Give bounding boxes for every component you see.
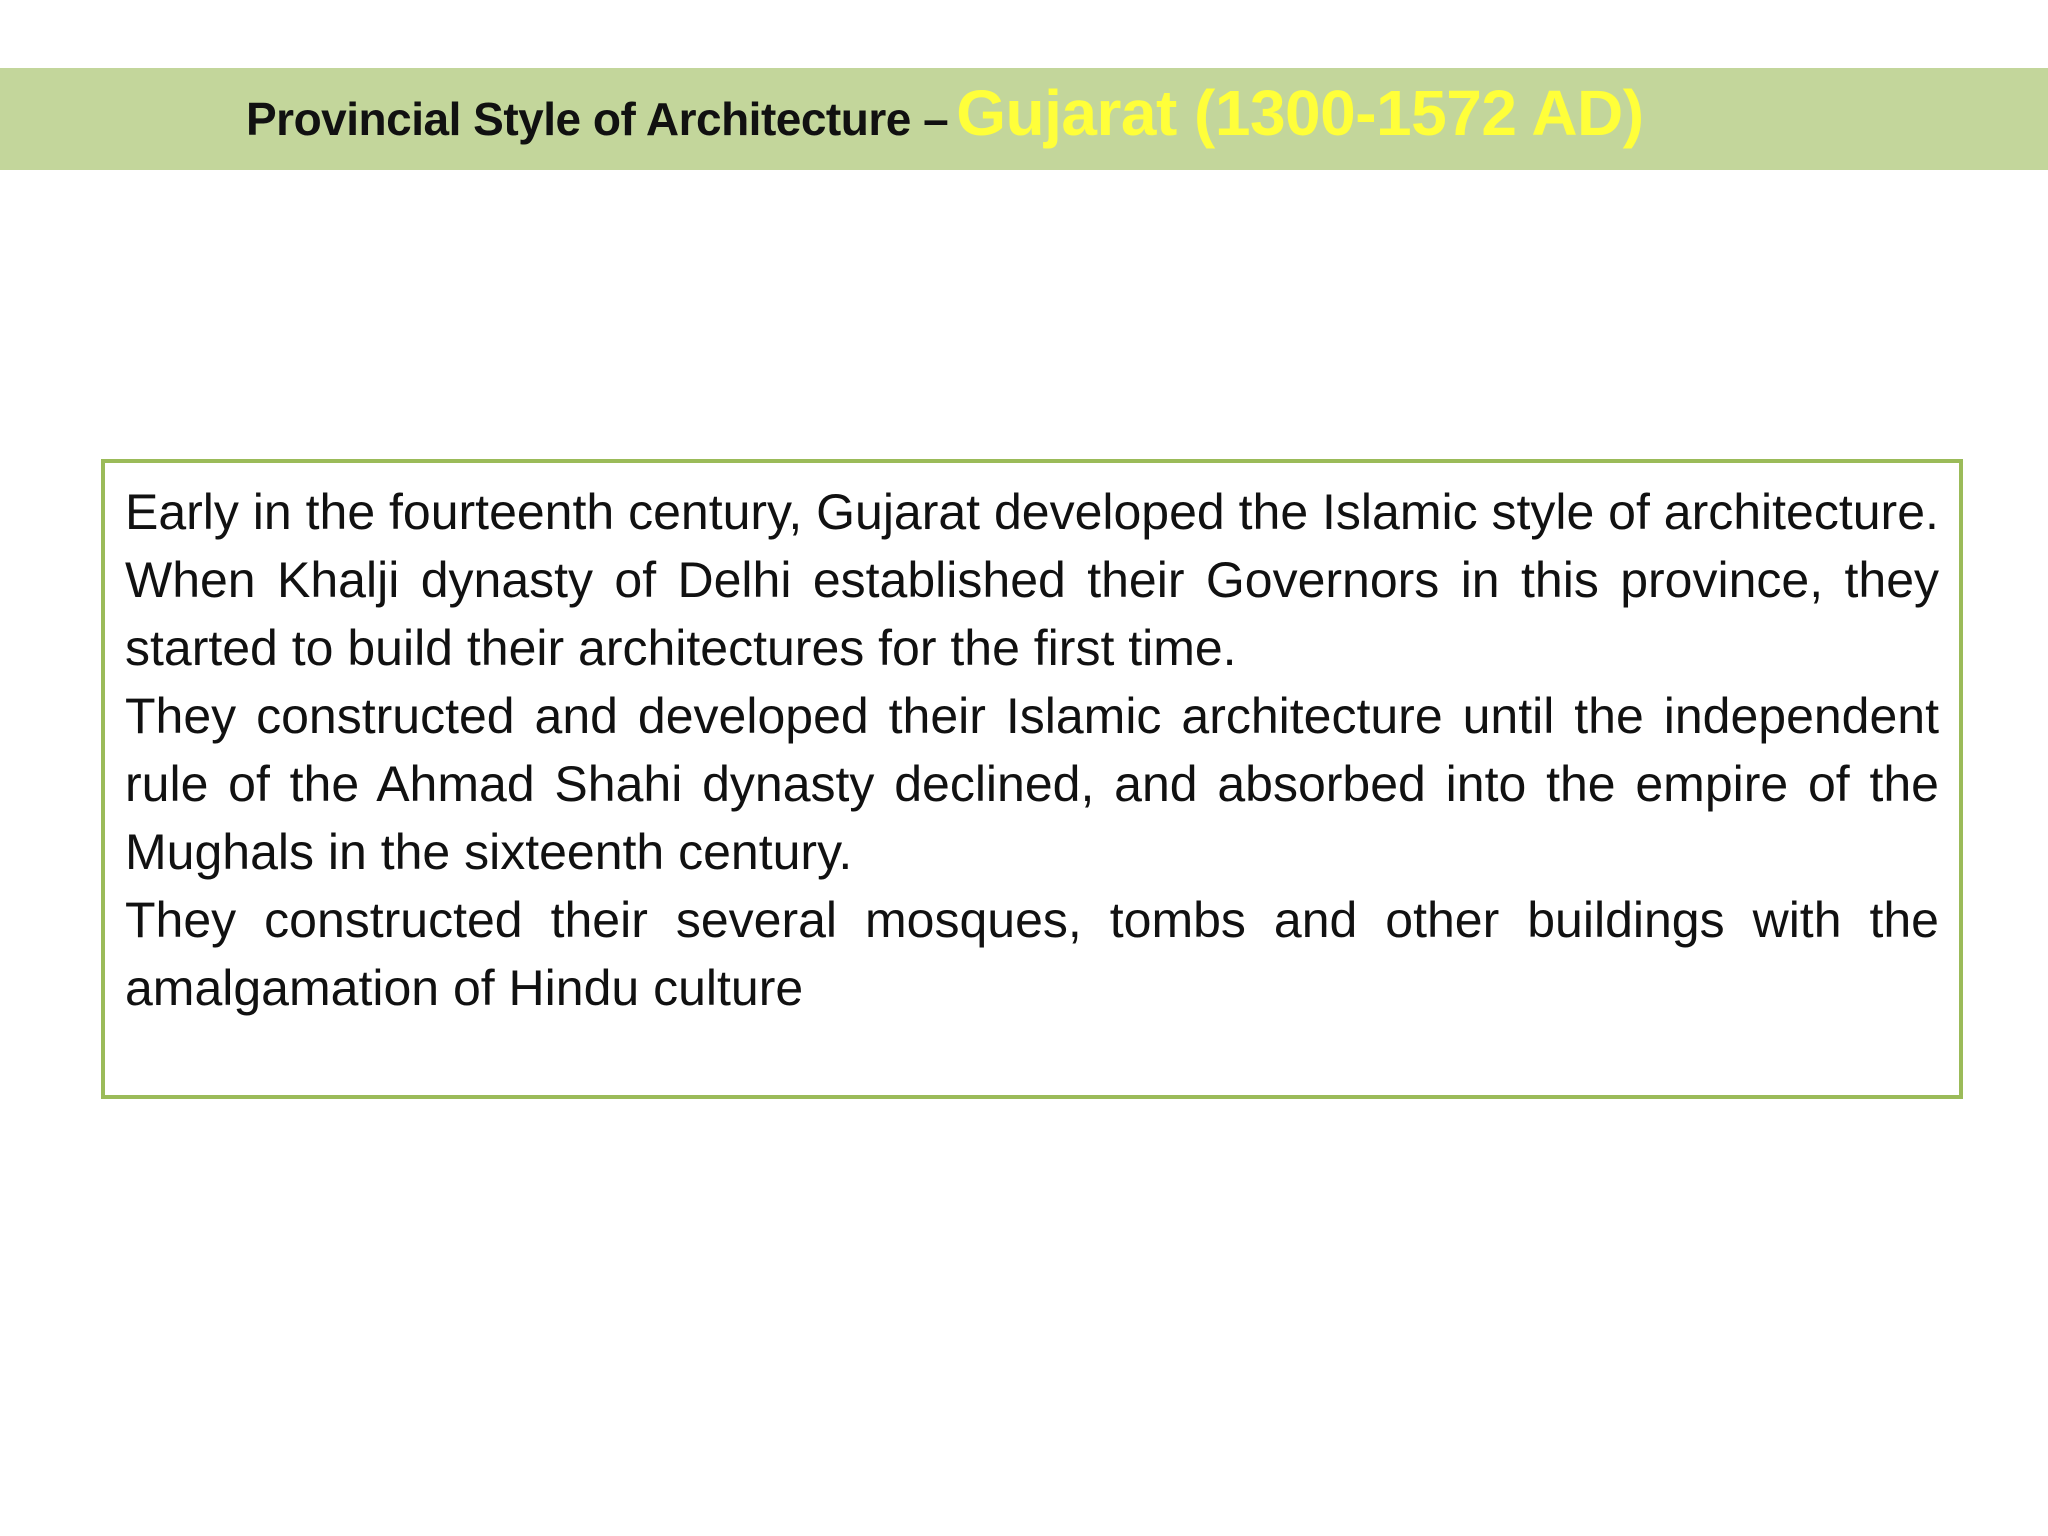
paragraph-3: They constructed and developed their Islamic architecture until the independent rule of the Ahmad Shahi dynasty declined, and absorbed into the empire of the Mughals in the sixteenth century. xyxy=(125,688,1939,880)
title-highlight: Gujarat (1300-1572 AD) xyxy=(956,77,1644,149)
paragraph-2: When Khalji dynasty of Delhi established their Governors in this province, they started to build their architectures for the first time. xyxy=(125,552,1939,676)
title-bar xyxy=(0,68,2048,170)
paragraph-1: Early in the fourteenth century, Gujarat developed the Islamic style of architecture. xyxy=(125,484,1939,540)
title-prefix: Provincial Style of Architecture – xyxy=(246,93,949,145)
paragraph-4: They constructed their several mosques, tombs and other buildings with the amalgamation of Hindu culture xyxy=(125,892,1939,1016)
content-box xyxy=(101,459,1963,1099)
slide-title xyxy=(246,68,2006,170)
